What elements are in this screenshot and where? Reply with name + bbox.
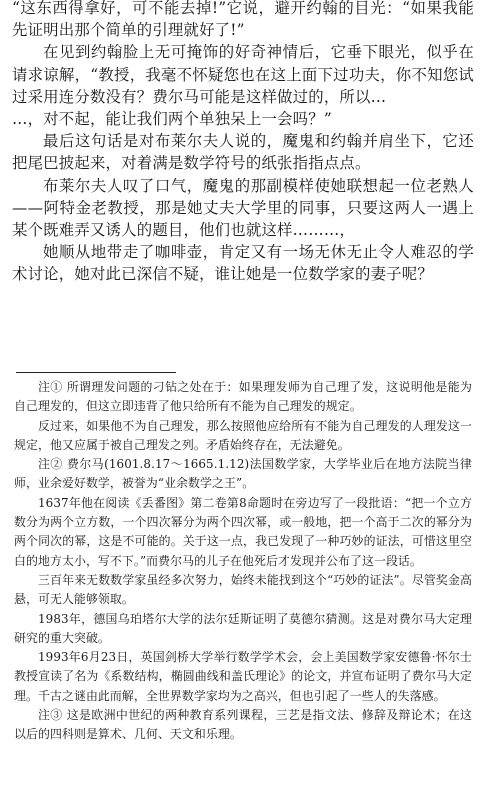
footnote: 1993年6月23日，英国剑桥大学举行数学学术会，会上美国数学家安德鲁·怀尔士教授宣读了名为《系数结构，椭圆曲线和盖氏理论》的论文，并宣布证明了费尔马大定理。千古之谜由此而解，全世界数学家均为之高兴，但也引起了一些人的失落感。 <box>14 650 472 703</box>
paragraph: 她顺从地带走了咖啡壶，肯定又有一场无休无止令人难忍的学术讨论，她对此已深信不疑，谁让她是一位数学家的妻子呢？ <box>12 243 474 284</box>
footnote: 注② 费尔马(1601.8.17～1665.1.12)法国数学家，大学毕业后在地方法院当律师，业余爱好数学，被誉为“业余数学之王”。 <box>14 457 472 491</box>
footnotes <box>14 378 472 745</box>
footnote: 1983年，德国乌珀塔尔大学的法尔廷斯证明了莫德尔猜测。这是对费尔马大定理研究的重大突破。 <box>14 611 472 645</box>
paragraph: “这东西得拿好，可不能去掉!”它说，避开约翰的目光：“如果我能先证明出那个简单的引理就好了!” <box>12 0 474 40</box>
paragraph: …，对不起，能让我们两个单独呆上一会吗？” <box>12 110 332 129</box>
footnote: 1637年他在阅读《丢番图》第二卷第8命题时在旁边写了一段批语：“把一个立方数分为两个立方数，一个四次幂分为两个四次幂，或一般地，把一个高于二次的幂分为两个同次的幂，这是不可能的。关于这一点，我已发现了一种巧妙的证法，可惜这里空白的地方太小，写不下。”而费尔马的儿子在他死后才发现并公布了这一段话。 <box>14 495 472 568</box>
footnote: 三百年来无数数学家虽经多次努力，始终未能找到这个“巧妙的证法”。尽管奖金高悬，可无人能够领取。 <box>14 572 472 607</box>
paragraph: 布莱尔夫人叹了口气，魔鬼的那副模样使她联想起一位老熟人——阿特金老教授，那是她丈夫大学里的同事，只要这两人一遇上某个既难弄又诱人的题目，他们也就这样………， <box>12 176 474 240</box>
footnote: 注③ 这是欧洲中世纪的两种教育系列课程，三艺是指文法、修辞及辩论术；在这以后的四科则是算术、几何、天文和乐理。 <box>14 708 472 742</box>
paragraph: 最后这句话是对布莱尔夫人说的，魔鬼和约翰并肩坐下，它还把尾巴披起来，对着满是数学符号的纸张指指点点。 <box>12 132 474 173</box>
footnote: 反过来，如果他不为自己理发，那么按照他应给所有不能为自己理发的人理发这一规定，他又应属于被自己理发之列。矛盾始终存在，无法避免。 <box>14 418 472 452</box>
footnote: 注① 所谓理发问题的刁钻之处在于：如果理发师为自己理了发，这说明他是能为自己理发的，但这立即违背了他只给所有不能为自己理发的规定。 <box>14 380 472 414</box>
story-text <box>12 0 474 286</box>
paragraph: 在见到约翰脸上无可掩饰的好奇神情后，它垂下眼光，似乎在请求谅解，“教授，我毫不怀疑您也在这上面下过功夫，你不知您试过采用连分数没有？费尔马可能是这样做过的，所以… <box>12 43 474 106</box>
footnote-divider <box>16 372 176 373</box>
